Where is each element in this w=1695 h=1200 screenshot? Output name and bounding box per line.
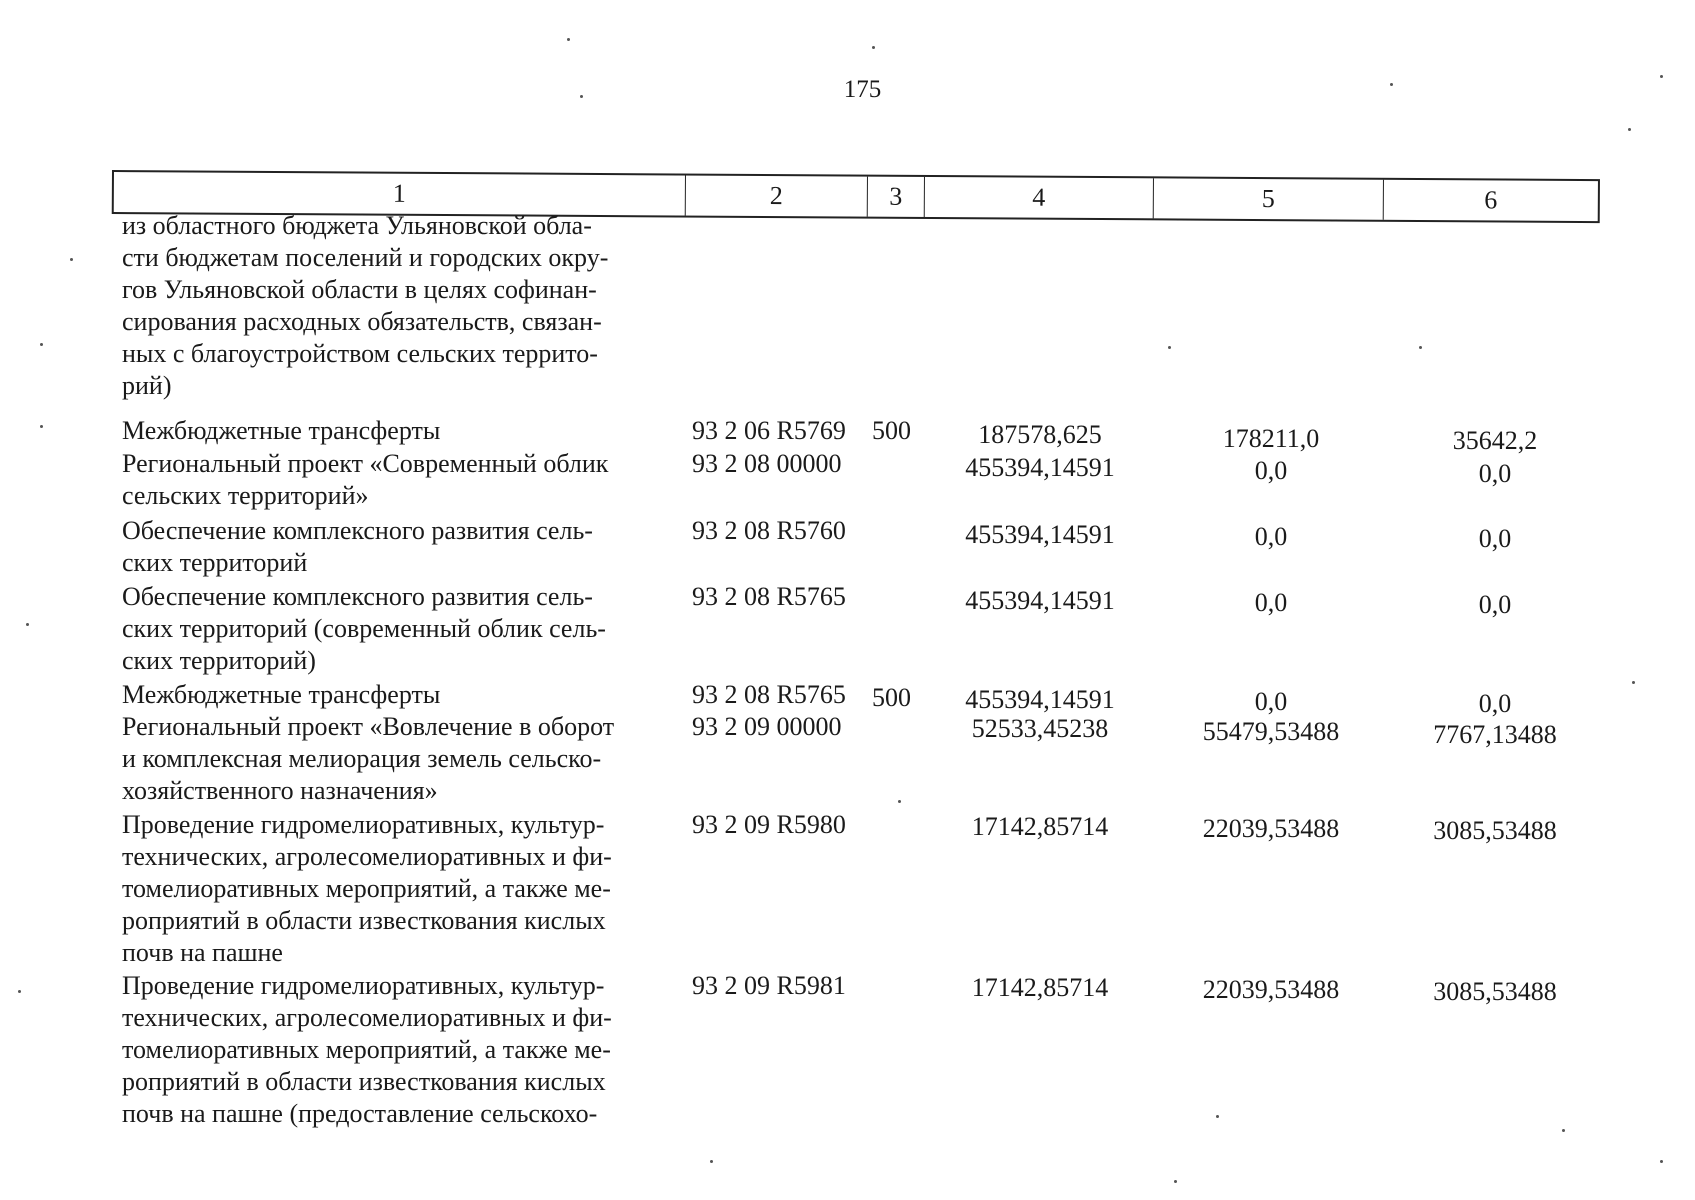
row-value-col5: 0,0 <box>1254 687 1288 716</box>
row-expense-type: 500 <box>872 416 911 445</box>
desc-line: из областного бюджета Ульяновской обла- <box>122 211 592 240</box>
desc-line: Региональный проект «Современный облик <box>122 449 609 478</box>
scan-dot <box>1632 681 1635 684</box>
row-value-col4: 455394,14591 <box>965 453 1115 482</box>
desc-line: технических, агролесомелиоративных и фи- <box>122 842 612 871</box>
desc-line: томелиоративных мероприятий, а также ме- <box>122 874 611 903</box>
desc-line: Обеспечение комплексного развития сель- <box>122 582 593 611</box>
desc-line: почв на пашне (предоставление сельскохо- <box>122 1099 598 1128</box>
row-value-col6: 0,0 <box>1478 590 1512 619</box>
desc-line: Проведение гидромелиоративных, культур- <box>122 971 605 1000</box>
row-description <box>122 415 674 447</box>
desc-line: Региональный проект «Вовлечение в оборот <box>122 712 615 741</box>
scan-dot <box>26 623 29 626</box>
scan-dot <box>1216 1115 1219 1118</box>
scan-dot <box>580 95 583 98</box>
page-number: 175 <box>843 76 882 103</box>
desc-line: технических, агролесомелиоративных и фи- <box>122 1003 612 1032</box>
desc-line: и комплексная мелиорация земель сельско- <box>122 744 602 773</box>
desc-line: гов Ульяновской области в целях софинан- <box>122 275 597 304</box>
desc-line: сельских территорий» <box>122 481 369 510</box>
row-description <box>122 679 674 711</box>
desc-line: Межбюджетные трансферты <box>122 680 441 709</box>
row-code: 93 2 09 R5980 <box>692 810 846 839</box>
desc-line: роприятий в области известкования кислых <box>122 1067 606 1096</box>
scan-dot <box>898 800 901 803</box>
row-code: 93 2 08 R5760 <box>692 516 846 545</box>
row-description <box>122 515 674 579</box>
row-description <box>122 809 674 969</box>
row-value-col6: 3085,53488 <box>1433 816 1557 845</box>
header-col-3: 3 <box>868 177 925 217</box>
desc-line: сирования расходных обязательств, связан- <box>122 307 602 336</box>
desc-line: Проведение гидромелиоративных, культур- <box>122 810 605 839</box>
row-value-col5: 22039,53488 <box>1202 975 1340 1004</box>
scan-dot <box>1168 346 1171 349</box>
row-description <box>122 448 674 512</box>
row-code: 93 2 08 R5765 <box>692 680 846 709</box>
desc-line: хозяйственного назначения» <box>122 776 438 805</box>
scan-dot <box>1562 1129 1565 1132</box>
scan-dot <box>1660 75 1663 78</box>
scan-dot <box>40 343 43 346</box>
row-value-col6: 0,0 <box>1478 689 1512 718</box>
row-value-col6: 35642,2 <box>1452 426 1538 455</box>
header-col-1: 1 <box>114 172 686 215</box>
row-description <box>122 711 674 807</box>
scan-dot <box>1174 1180 1177 1183</box>
row-value-col4: 17142,85714 <box>971 973 1109 1002</box>
row-value-col4: 455394,14591 <box>965 520 1115 549</box>
row-code: 93 2 09 00000 <box>692 712 842 741</box>
desc-line: ских территорий (современный облик сель- <box>122 614 606 643</box>
desc-line: ных с благоустройством сельских террито- <box>122 339 598 368</box>
scan-dot <box>567 38 570 41</box>
row-description <box>122 210 674 402</box>
scan-dot <box>18 990 21 993</box>
row-expense-type: 500 <box>872 683 911 712</box>
row-value-col4: 187578,625 <box>978 420 1102 449</box>
row-value-col6: 7767,13488 <box>1433 720 1557 749</box>
row-description <box>122 970 674 1130</box>
scan-dot <box>710 1160 713 1163</box>
scan-dot <box>1660 1160 1663 1163</box>
row-value-col5: 0,0 <box>1254 522 1288 551</box>
desc-line: ских территорий <box>122 548 308 577</box>
row-value-col4: 455394,14591 <box>965 685 1115 714</box>
row-code: 93 2 08 R5765 <box>692 582 846 611</box>
desc-line: почв на пашне <box>122 938 283 967</box>
desc-line: Межбюджетные трансферты <box>122 416 441 445</box>
scan-dot <box>1419 346 1422 349</box>
header-col-5: 5 <box>1154 178 1384 219</box>
row-value-col6: 0,0 <box>1478 459 1512 488</box>
header-col-4: 4 <box>925 177 1154 218</box>
desc-line: роприятий в области известкования кислых <box>122 906 606 935</box>
row-code: 93 2 09 R5981 <box>692 971 846 1000</box>
scan-dot <box>872 46 875 49</box>
row-value-col5: 178211,0 <box>1222 424 1320 453</box>
row-code: 93 2 08 00000 <box>692 449 842 478</box>
desc-line: ских территорий) <box>122 646 316 675</box>
scan-dot <box>40 425 43 428</box>
row-value-col6: 0,0 <box>1478 524 1512 553</box>
scan-dot <box>1390 83 1393 86</box>
desc-line: Обеспечение комплексного развития сель- <box>122 516 593 545</box>
row-value-col4: 52533,45238 <box>971 714 1109 743</box>
row-description <box>122 581 674 677</box>
scan-dot <box>1628 128 1631 131</box>
desc-line: томелиоративных мероприятий, а также ме- <box>122 1035 611 1064</box>
scan-dot <box>70 258 73 261</box>
row-code: 93 2 06 R5769 <box>692 416 846 445</box>
row-value-col4: 455394,14591 <box>965 586 1115 615</box>
header-col-2: 2 <box>686 176 868 217</box>
desc-line: рий) <box>122 371 172 400</box>
row-value-col4: 17142,85714 <box>971 812 1109 841</box>
row-value-col6: 3085,53488 <box>1433 977 1557 1006</box>
desc-line: сти бюджетам поселений и городских окру- <box>122 243 609 272</box>
row-value-col5: 0,0 <box>1254 588 1288 617</box>
row-value-col5: 55479,53488 <box>1202 717 1340 746</box>
header-col-6: 6 <box>1484 185 1498 215</box>
row-value-col5: 0,0 <box>1254 456 1288 485</box>
row-value-col5: 22039,53488 <box>1202 814 1340 843</box>
